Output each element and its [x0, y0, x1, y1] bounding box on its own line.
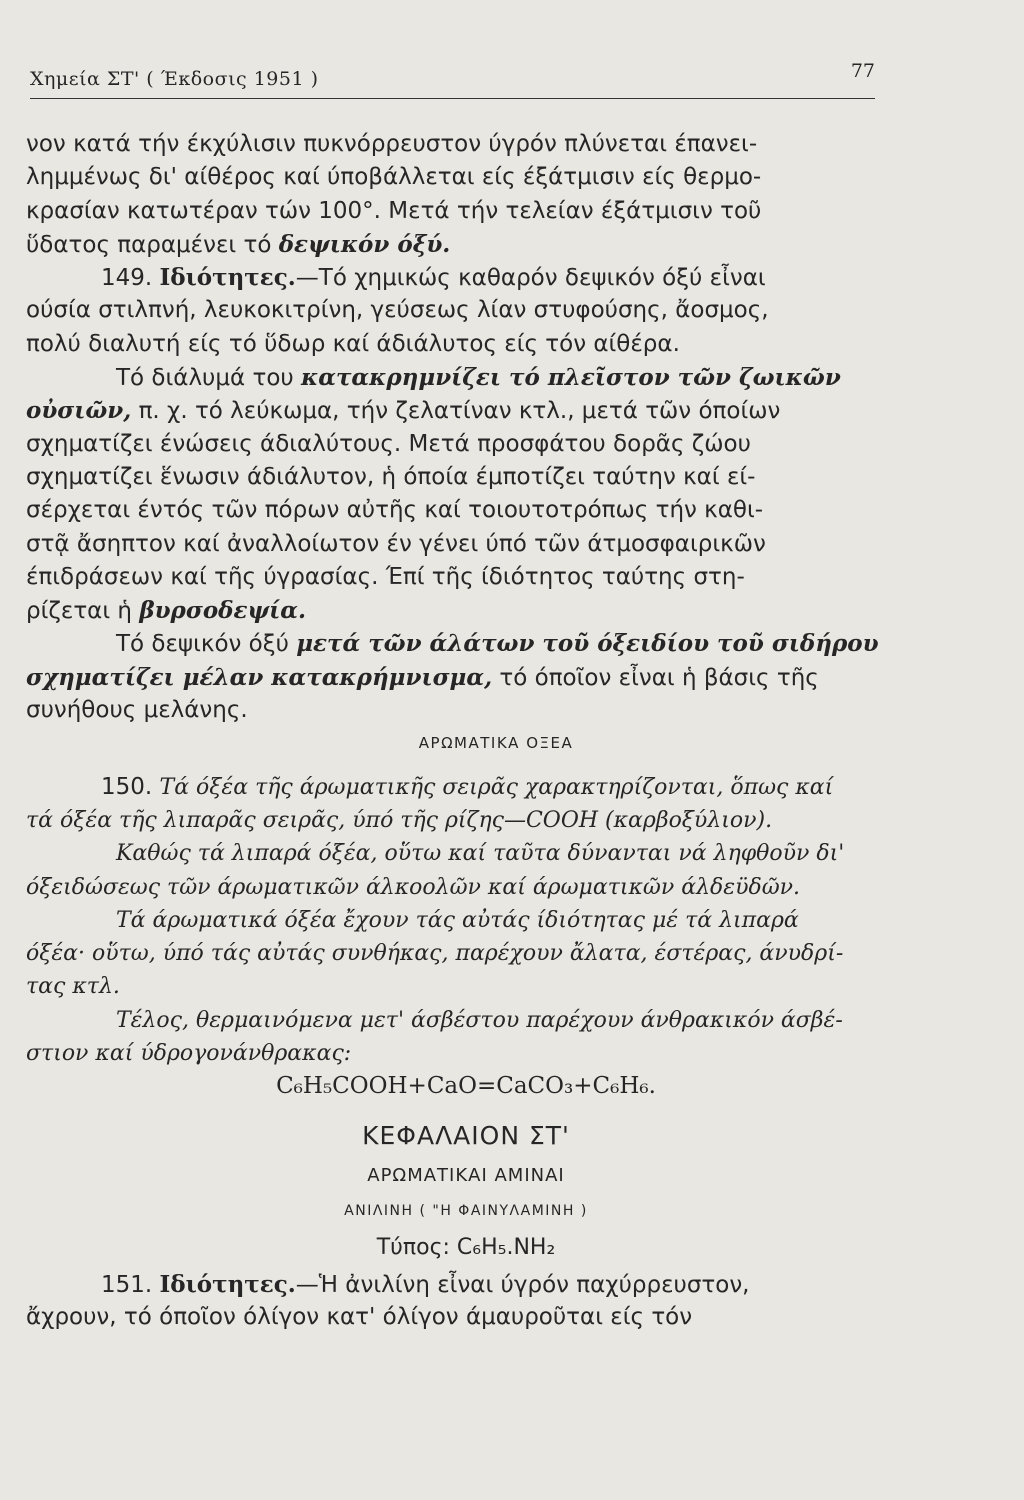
page-body	[26, 128, 906, 1334]
text-line	[26, 228, 906, 261]
chemical-equation: C₆H₅COOH+CaO=CaCO₃+C₆H₆.	[276, 1073, 656, 1100]
section-number: 150.	[101, 773, 160, 800]
section-number: 151.	[101, 1271, 160, 1298]
emphasis-term: κατακρημνίζει τό πλεῖστον τῶν ζωικῶν	[301, 364, 841, 392]
emphasis-term: οὐσιῶν,	[26, 397, 132, 425]
text-line: στᾷ ἄσηπτον καί ἀναλλοίωτον έν γένει ύπό τῶν άτμοσφαιρικῶν	[26, 530, 766, 557]
text-run: Τό δεψικόν όξύ	[116, 631, 297, 658]
italic-line: τας κτλ.	[26, 974, 120, 1000]
header-title: Χημεία ΣΤ' ( Έκδοσις 1951 )	[30, 68, 319, 90]
spacer	[26, 1104, 906, 1114]
text-line: έπιδράσεων καί τῆς ύγρασίας. Έπί τῆς ίδιότητος ταύτης στη-	[26, 563, 745, 590]
section-number: 149.	[101, 265, 160, 292]
text-run: ὕδατος παραμένει τό	[26, 231, 279, 258]
italic-line: όξέα· οὕτω, ύπό τάς αὐτάς συνθήκας, παρέχουν ἄλατα, έστέρας, άνυδρί-	[26, 941, 844, 967]
text-run: —Τό χημικώς καθαρόν δεψικόν όξύ εἶναι	[295, 265, 766, 292]
text-run: τό όποῖον εἶναι ἡ βάσις τῆς	[492, 664, 819, 691]
chapter-subtitle: ΑΡΩΜΑΤΙΚΑΙ ΑΜΙΝΑΙ	[367, 1164, 565, 1186]
chemical-formula: Τύπος: C₆H₅.NH₂	[376, 1234, 556, 1260]
header-rule	[30, 98, 875, 99]
running-header	[30, 60, 875, 96]
text-line	[26, 661, 906, 694]
section-heading: Ιδιότητες.	[159, 264, 296, 292]
paragraph-151	[26, 1268, 906, 1301]
spacer	[26, 761, 906, 771]
text-run: —Ἡ ἀνιλίνη εἶναι ύγρόν παχύρρευστον,	[295, 1271, 750, 1298]
italic-line: Καθώς τά λιπαρά όξέα, οὕτω καί ταῦτα δύνανται νά ληφθοῦν δι'	[116, 841, 845, 867]
italic-line: Τέλος, θερμαινόμενα μετ' άσβέστου παρέχουν άνθρακικόν άσβέ-	[116, 1007, 843, 1033]
paragraph-150	[26, 771, 906, 804]
text-run: π. χ. τό λεύκωμα, τήν ζελατίναν κτλ., μετά τῶν όποίων	[131, 398, 781, 425]
text-line: ἄχρουν, τό όποῖον όλίγον κατ' όλίγον άμαυροῦται είς τόν	[26, 1303, 693, 1330]
paragraph-149	[26, 261, 906, 294]
text-line	[26, 394, 906, 427]
chapter-subtitle-2: ΑΝΙΛΙΝΗ ( "Η ΦΑΙΝΥΛΑΜΙΝΗ )	[344, 1202, 588, 1219]
text-line: πολύ διαλυτή είς τό ὕδωρ καί άδιάλυτος είς τόν αίθέρα.	[26, 330, 680, 357]
text-line: νον κατά τήν έκχύλισιν πυκνόρρευστον ύγρόν πλύνεται έπανει-	[26, 131, 758, 157]
page-number: 77	[850, 60, 875, 82]
text-line: συνήθους μελάνης.	[26, 697, 248, 724]
section-title: ΑΡΩΜΑΤΙΚΑ ΟΞΕΑ	[418, 734, 574, 753]
text-line	[26, 627, 906, 660]
emphasis-term: σχηματίζει μέλαν κατακρήμνισμα,	[26, 663, 493, 691]
italic-line: Τά άρωματικά όξέα ἔχουν τάς αὐτάς ίδιότητας μέ τά λιπαρά	[116, 907, 799, 933]
text-run: ρίζεται ἡ	[26, 598, 140, 625]
text-line: σχηματίζει ἕνωσιν άδιάλυτον, ἡ όποία έμποτίζει ταύτην καί εί-	[26, 463, 756, 490]
emphasis-term: βυρσοδεψία.	[139, 597, 306, 625]
section-heading: Ιδιότητες.	[159, 1270, 296, 1298]
text-run: Τό διάλυμά του	[116, 365, 302, 392]
text-line: ούσία στιλπνή, λευκοκιτρίνη, γεύσεως λίαν στυφούσης, ἄοσμος,	[26, 297, 769, 324]
italic-text: Τά όξέα τῆς άρωματικῆς σειρᾶς χαρακτηρίζονται, ὅπως καί	[159, 774, 834, 800]
italic-line: όξειδώσεως τῶν άρωματικῶν άλκοολῶν καί άρωματικῶν άλδεϋδῶν.	[26, 874, 801, 900]
text-line: σχηματίζει ένώσεις άδιαλύτους. Μετά προσφάτου δορᾶς ζώου	[26, 430, 751, 457]
text-line	[26, 594, 906, 627]
emphasis-term: μετά τῶν άλάτων τοῦ όξειδίου τοῦ σιδήρου	[296, 630, 879, 658]
italic-line: τά όξέα τῆς λιπαρᾶς σειρᾶς, ύπό τῆς ρίζης—COOH (καρβοξύλιον).	[26, 807, 773, 833]
text-line: κρασίαν κατωτέραν τών 100°. Μετά τήν τελείαν έξάτμισιν τοῦ	[26, 197, 762, 224]
italic-line: στιον καί ύδρογονάνθρακας:	[26, 1041, 352, 1067]
text-line: λημμένως δι' αίθέρος καί ύποβάλλεται είς έξάτμισιν είς θερμο-	[26, 164, 762, 191]
text-line: σέρχεται έντός τῶν πόρων αὐτῆς καί τοιουτοτρόπως τήν καθι-	[26, 497, 764, 524]
text-line	[26, 361, 906, 394]
chapter-title: ΚΕΦΑΛΑΙΟΝ ΣΤ'	[362, 1120, 570, 1150]
emphasis-term: δεψικόν όξύ.	[278, 230, 451, 258]
